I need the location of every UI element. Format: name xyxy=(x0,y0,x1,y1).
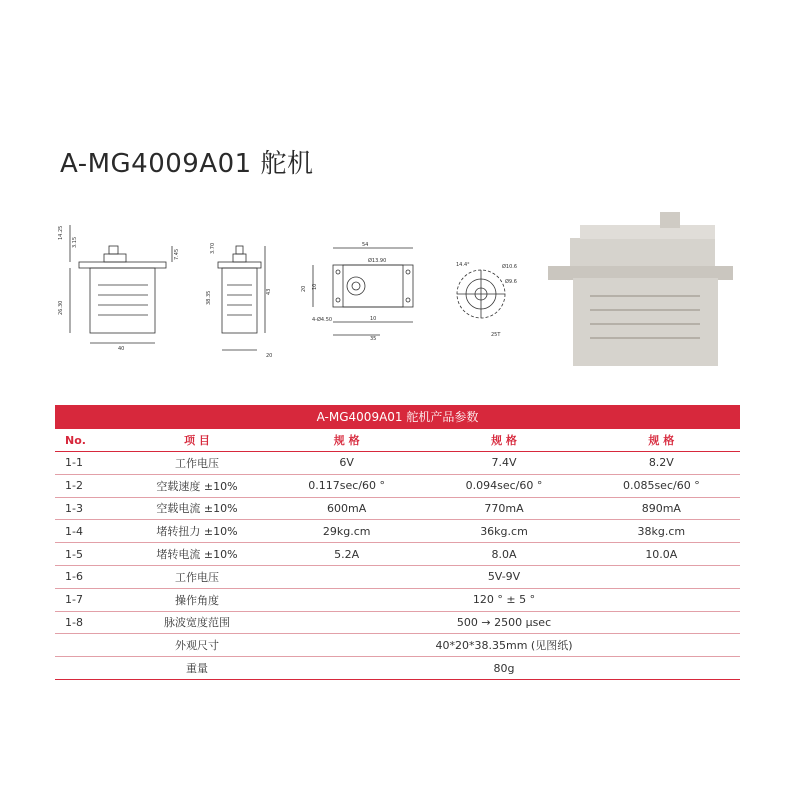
col-spec-1: 规 格 xyxy=(268,429,425,452)
row-item: 堵转扭力 ±10% xyxy=(126,520,268,543)
row-no xyxy=(55,634,126,657)
col-spec-2: 规 格 xyxy=(425,429,582,452)
table-row xyxy=(55,452,740,475)
side-view-drawing xyxy=(218,246,265,350)
spec-table xyxy=(55,429,740,680)
servo-render-image xyxy=(548,212,733,366)
front-top-dim2: 3.15 xyxy=(72,236,78,248)
col-item: 项 目 xyxy=(126,429,268,452)
row-item: 工作电压 xyxy=(126,452,268,475)
table-row xyxy=(55,497,740,520)
top-length-dim: 54 xyxy=(362,242,369,248)
spline-teeth: 25T xyxy=(491,332,501,338)
row-v3: 10.0A xyxy=(583,543,740,566)
row-item: 空载电流 ±10% xyxy=(126,497,268,520)
row-item: 外观尺寸 xyxy=(126,634,268,657)
row-item: 脉波宽度范围 xyxy=(126,611,268,634)
front-body-dim: 26.30 xyxy=(58,300,64,315)
spline-angle: 14.4° xyxy=(456,262,470,268)
row-v1: 29kg.cm xyxy=(268,520,425,543)
row-item: 空载速度 ±10% xyxy=(126,474,268,497)
table-row xyxy=(55,588,740,611)
row-item: 操作角度 xyxy=(126,588,268,611)
row-item: 重量 xyxy=(126,657,268,680)
row-no: 1-8 xyxy=(55,611,126,634)
row-no xyxy=(55,657,126,680)
row-no: 1-4 xyxy=(55,520,126,543)
row-item: 堵转电流 ±10% xyxy=(126,543,268,566)
spline-drawing xyxy=(457,270,505,318)
side-body-dim: 38.35 xyxy=(206,290,212,305)
row-v3: 890mA xyxy=(583,497,740,520)
row-no: 1-5 xyxy=(55,543,126,566)
spline-d1: Ø10.6 xyxy=(502,264,518,270)
table-row xyxy=(55,474,740,497)
row-v2: 0.094sec/60 ° xyxy=(425,474,582,497)
row-no: 1-2 xyxy=(55,474,126,497)
top-x1-dim: 10 xyxy=(370,316,377,322)
table-row xyxy=(55,543,740,566)
row-value: 120 ° ± 5 ° xyxy=(268,588,740,611)
side-width-dim: 20 xyxy=(266,353,273,359)
spline-d2: Ø9.6 xyxy=(505,279,517,285)
page-title: A-MG4009A01 舵机 xyxy=(60,149,314,179)
top-h1-dim: 20 xyxy=(301,285,307,292)
col-spec-3: 规 格 xyxy=(583,429,740,452)
row-v3: 8.2V xyxy=(583,452,740,475)
table-row xyxy=(55,657,740,680)
row-no: 1-1 xyxy=(55,452,126,475)
row-item: 工作电压 xyxy=(126,565,268,588)
row-v1: 600mA xyxy=(268,497,425,520)
row-v1: 0.117sec/60 ° xyxy=(268,474,425,497)
row-v3: 38kg.cm xyxy=(583,520,740,543)
front-view-drawing xyxy=(70,225,172,343)
spec-table-section xyxy=(55,405,740,680)
row-no: 1-3 xyxy=(55,497,126,520)
table-row xyxy=(55,634,740,657)
row-value: 5V-9V xyxy=(268,565,740,588)
row-v2: 36kg.cm xyxy=(425,520,582,543)
spec-table-header: A-MG4009A01 舵机产品参数 xyxy=(55,405,740,429)
row-no: 1-7 xyxy=(55,588,126,611)
top-mount-dim: 4-Ø4.50 xyxy=(312,317,333,323)
row-v2: 770mA xyxy=(425,497,582,520)
table-row xyxy=(55,520,740,543)
row-v1: 6V xyxy=(268,452,425,475)
row-value: 80g xyxy=(268,657,740,680)
col-no: No. xyxy=(55,429,126,452)
row-no: 1-6 xyxy=(55,565,126,588)
row-v2: 7.4V xyxy=(425,452,582,475)
row-value: 500 → 2500 µsec xyxy=(268,611,740,634)
front-shaft-dim: 7.45 xyxy=(174,248,180,260)
row-v2: 8.0A xyxy=(425,543,582,566)
top-h2-dim: 10 xyxy=(312,283,318,290)
front-top-dim: 14.25 xyxy=(58,225,64,240)
row-v1: 5.2A xyxy=(268,543,425,566)
top-hole-dim: Ø13.90 xyxy=(368,258,387,264)
row-v3: 0.085sec/60 ° xyxy=(583,474,740,497)
front-width-dim: 40 xyxy=(118,346,125,352)
top-x2-dim: 35 xyxy=(370,336,377,342)
table-row xyxy=(55,611,740,634)
table-row xyxy=(55,565,740,588)
side-total-dim: 43 xyxy=(266,288,272,295)
row-value: 40*20*38.35mm (见图纸) xyxy=(268,634,740,657)
side-top-dim: 3.70 xyxy=(210,242,216,254)
